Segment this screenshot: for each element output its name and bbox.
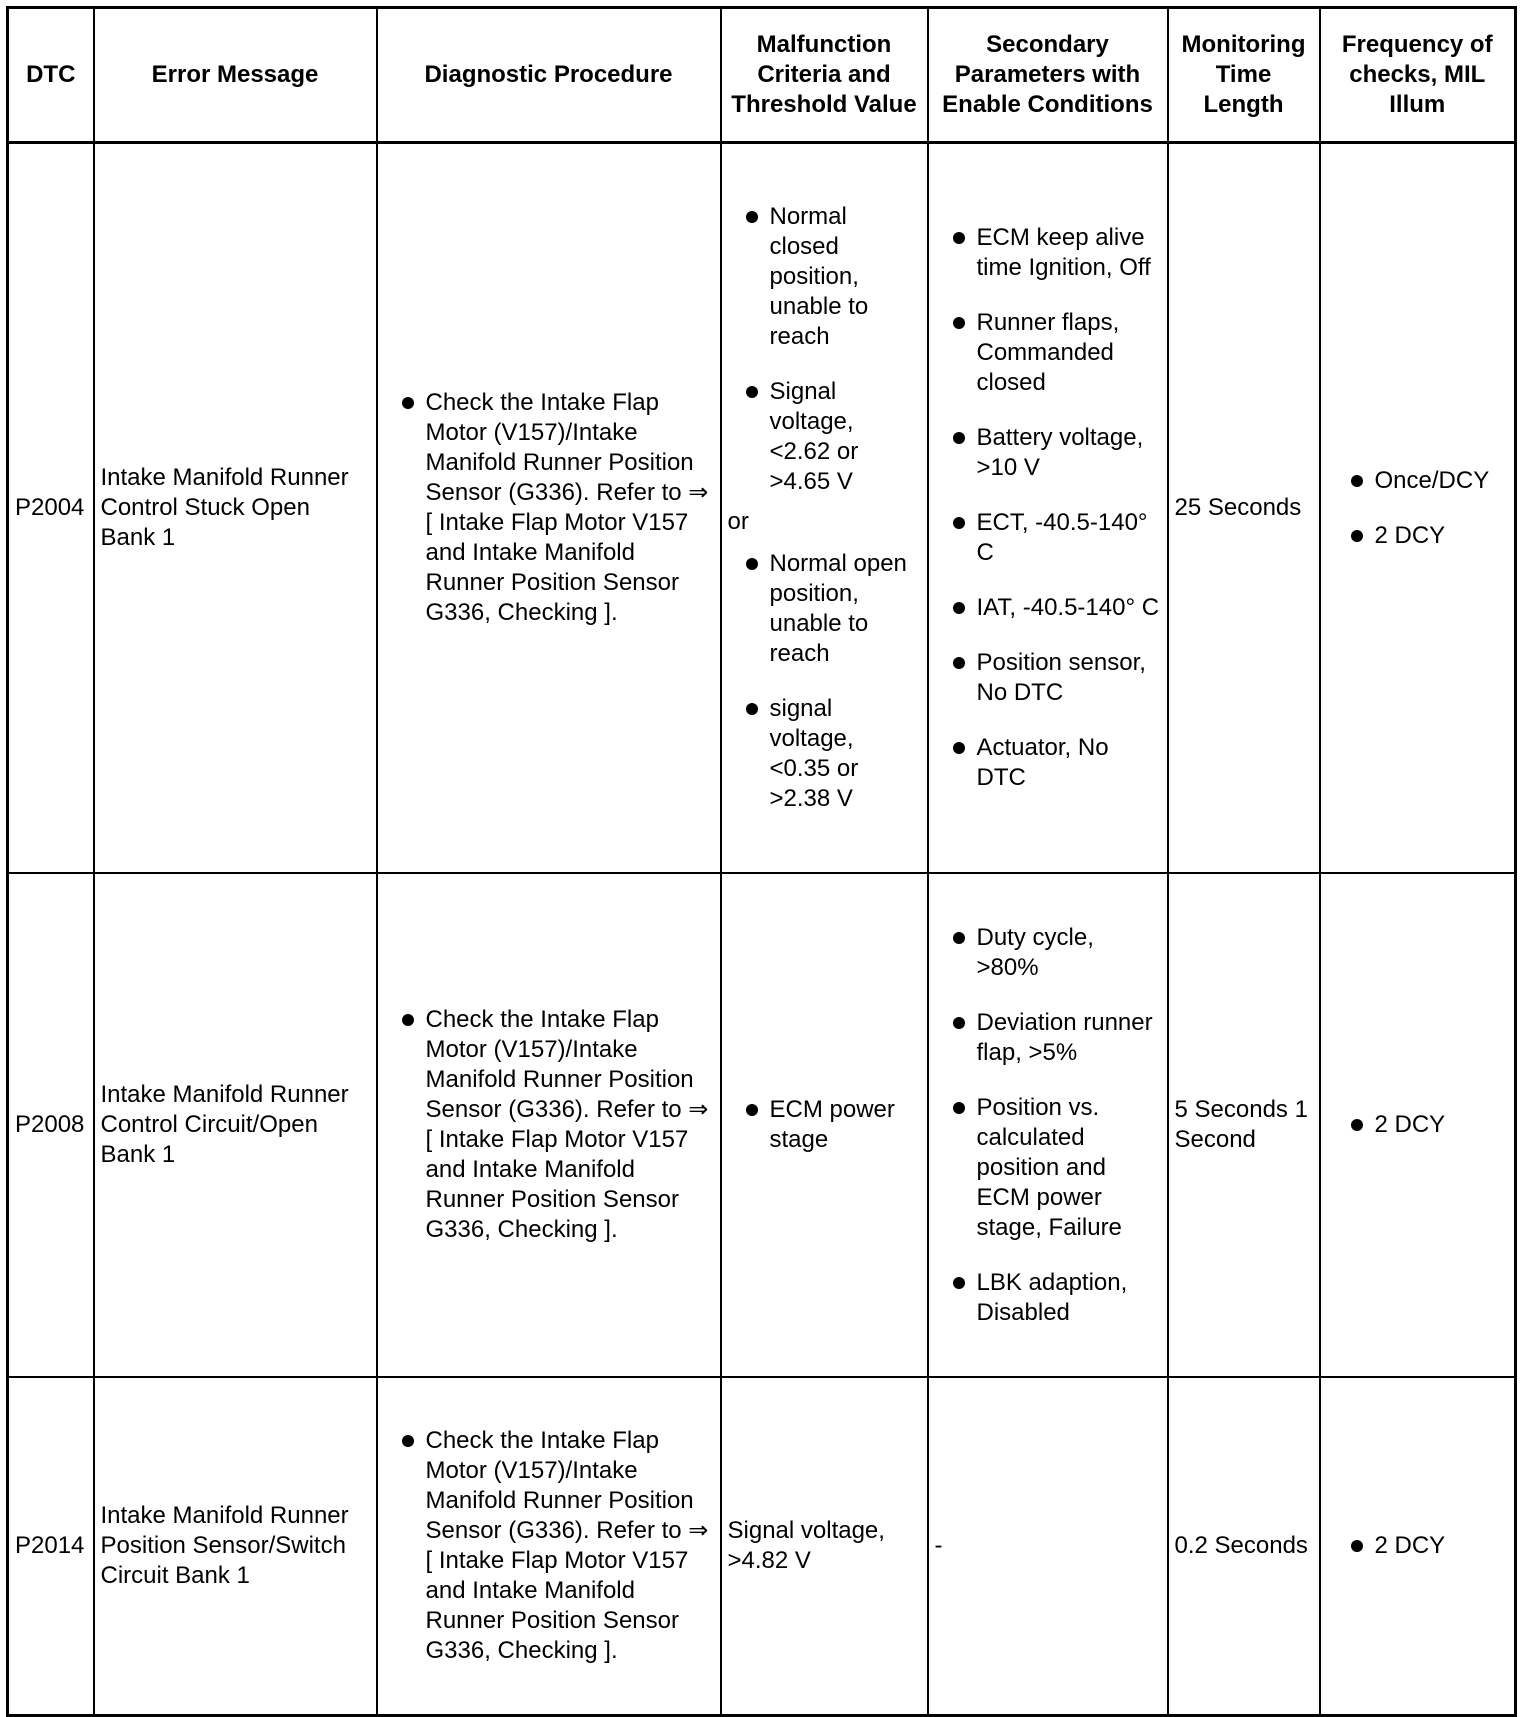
table-row bbox=[8, 143, 1516, 874]
header-monitoring-time: Monitoring Time Length bbox=[1168, 8, 1320, 143]
malfunction-item: Normal open position, unable to reach bbox=[728, 549, 921, 669]
secondary-item: Duty cycle, >80% bbox=[935, 923, 1161, 983]
malfunction-item: Signal voltage, <2.62 or >4.65 V bbox=[728, 377, 921, 497]
secondary-item: Deviation runner flap, >5% bbox=[935, 1008, 1161, 1068]
header-error-message: Error Message bbox=[94, 8, 377, 143]
table-row bbox=[8, 873, 1516, 1377]
frequency-item: Once/DCY bbox=[1327, 466, 1509, 496]
diagnostic-procedure bbox=[377, 143, 721, 874]
frequency-item: 2 DCY bbox=[1327, 1531, 1509, 1561]
procedure-item: Check the Intake Flap Motor (V157)/Intake Manifold Runner Position Sensor (G336). Refer to ⇒ [ Intake Flap Motor V157 and Intake Manifold Runner Position Sensor G336, Checking ]. bbox=[384, 1005, 714, 1245]
dtc-table bbox=[6, 6, 1517, 1717]
error-message: Intake Manifold Runner Position Sensor/Switch Circuit Bank 1 bbox=[94, 1377, 377, 1716]
secondary-parameters bbox=[928, 873, 1168, 1377]
dtc-code: P2014 bbox=[8, 1377, 94, 1716]
error-message: Intake Manifold Runner Control Stuck Open Bank 1 bbox=[94, 143, 377, 874]
malfunction-item: Normal closed position, unable to reach bbox=[728, 202, 921, 352]
header-dtc: DTC bbox=[8, 8, 94, 143]
header-malfunction-criteria: Malfunction Criteria and Threshold Value bbox=[721, 8, 928, 143]
table-row bbox=[8, 1377, 1516, 1716]
header-secondary-parameters: Secondary Parameters with Enable Conditions bbox=[928, 8, 1168, 143]
malfunction-criteria bbox=[721, 873, 928, 1377]
procedure-item: Check the Intake Flap Motor (V157)/Intake Manifold Runner Position Sensor (G336). Refer to ⇒ [ Intake Flap Motor V157 and Intake Manifold Runner Position Sensor G336, Checking ]. bbox=[384, 1426, 714, 1666]
secondary-item: IAT, -40.5-140° C bbox=[935, 593, 1161, 623]
frequency bbox=[1320, 143, 1516, 874]
dtc-code: P2004 bbox=[8, 143, 94, 874]
diagnostic-procedure bbox=[377, 1377, 721, 1716]
or-separator: or bbox=[727, 508, 749, 535]
secondary-item: Actuator, No DTC bbox=[935, 733, 1161, 793]
malfunction-item: ECM power stage bbox=[728, 1095, 921, 1155]
header-diagnostic-procedure: Diagnostic Procedure bbox=[377, 8, 721, 143]
header-frequency: Frequency of checks, MIL Illum bbox=[1320, 8, 1516, 143]
malfunction-item: signal voltage, <0.35 or >2.38 V bbox=[728, 694, 921, 814]
procedure-item: Check the Intake Flap Motor (V157)/Intake Manifold Runner Position Sensor (G336). Refer to ⇒ [ Intake Flap Motor V157 and Intake Manifold Runner Position Sensor G336, Checking ]. bbox=[384, 388, 714, 628]
monitoring-time: 5 Seconds 1 Second bbox=[1168, 873, 1320, 1377]
dtc-code: P2008 bbox=[8, 873, 94, 1377]
secondary-item: Runner flaps, Commanded closed bbox=[935, 308, 1161, 398]
secondary-parameters: - bbox=[928, 1377, 1168, 1716]
secondary-parameters bbox=[928, 143, 1168, 874]
secondary-item: Battery voltage, >10 V bbox=[935, 423, 1161, 483]
frequency-item: 2 DCY bbox=[1327, 1110, 1509, 1140]
secondary-item: Position vs. calculated position and ECM power stage, Failure bbox=[935, 1093, 1161, 1243]
header-row bbox=[8, 8, 1516, 143]
error-message: Intake Manifold Runner Control Circuit/Open Bank 1 bbox=[94, 873, 377, 1377]
secondary-item: Position sensor, No DTC bbox=[935, 648, 1161, 708]
frequency bbox=[1320, 873, 1516, 1377]
frequency-item: 2 DCY bbox=[1327, 521, 1509, 551]
diagnostic-procedure bbox=[377, 873, 721, 1377]
secondary-item: LBK adaption, Disabled bbox=[935, 1268, 1161, 1328]
malfunction-criteria bbox=[721, 143, 928, 874]
malfunction-criteria: Signal voltage, >4.82 V bbox=[721, 1377, 928, 1716]
monitoring-time: 0.2 Seconds bbox=[1168, 1377, 1320, 1716]
frequency bbox=[1320, 1377, 1516, 1716]
monitoring-time: 25 Seconds bbox=[1168, 143, 1320, 874]
secondary-item: ECM keep alive time Ignition, Off bbox=[935, 223, 1161, 283]
document-page bbox=[6, 6, 1514, 1706]
secondary-item: ECT, -40.5-140° C bbox=[935, 508, 1161, 568]
